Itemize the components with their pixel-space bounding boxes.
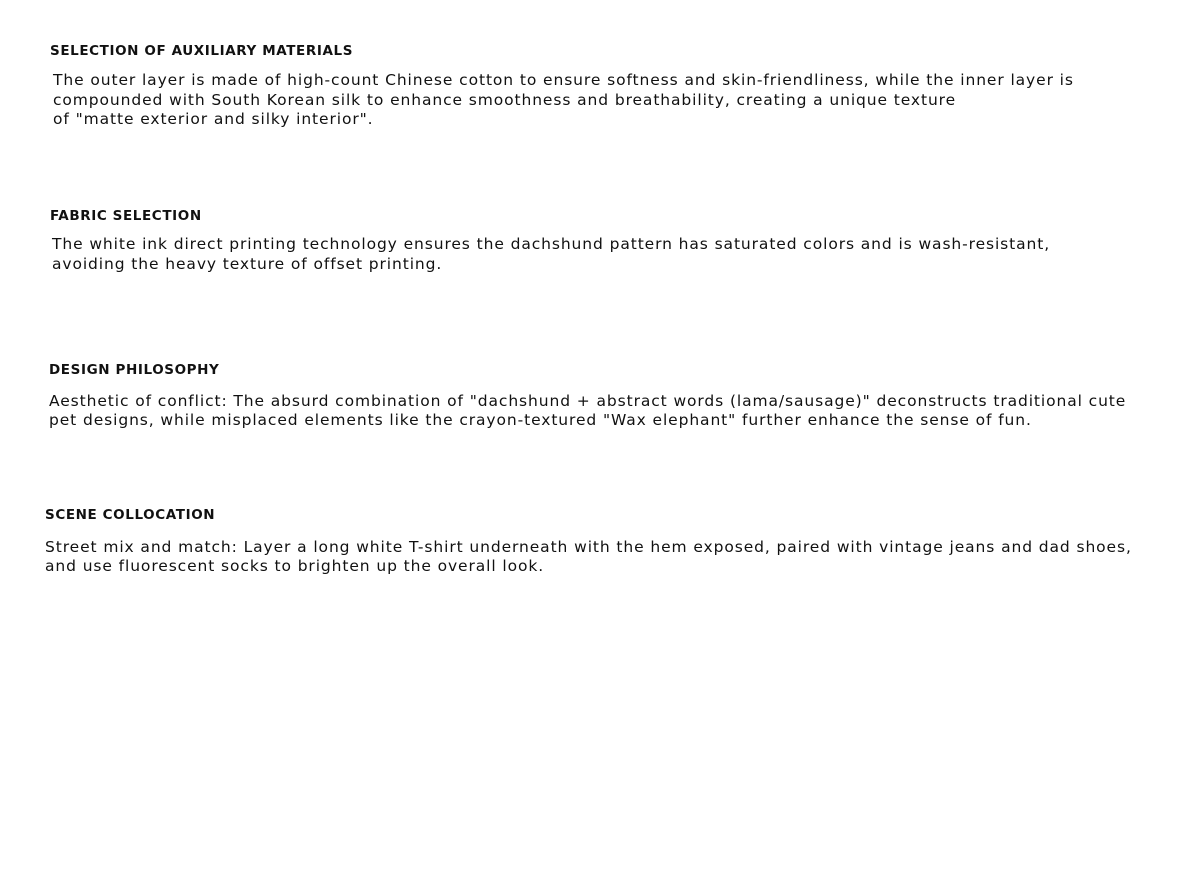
section-body-line: pet designs, while misplaced elements like the crayon-textured "Wax elephant" further enhance the sense of fun.: [49, 411, 1032, 429]
section-heading: DESIGN PHILOSOPHY: [49, 362, 220, 378]
section-body-line: of "matte exterior and silky interior".: [53, 110, 374, 128]
section-body-line: The outer layer is made of high-count Chinese cotton to ensure softness and skin-friendliness, while the inner layer is: [53, 71, 1074, 89]
section-body-line: and use fluorescent socks to brighten up the overall look.: [45, 557, 545, 575]
section-heading: FABRIC SELECTION: [50, 208, 202, 224]
section-heading: SELECTION OF AUXILIARY MATERIALS: [50, 43, 354, 59]
section-body-line: The white ink direct printing technology ensures the dachshund pattern has saturated colors and is wash-resistant,: [52, 235, 1051, 253]
section-body-line: Aesthetic of conflict: The absurd combination of "dachshund + abstract words (lama/sausage)" deconstructs traditional cute: [49, 392, 1127, 410]
section-body-line: Street mix and match: Layer a long white T-shirt underneath with the hem exposed, paired with vintage jeans and dad shoes,: [45, 538, 1132, 556]
section-body-line: compounded with South Korean silk to enhance smoothness and breathability, creating a unique texture: [53, 91, 957, 109]
section-body-line: avoiding the heavy texture of offset printing.: [52, 255, 443, 273]
section-heading: SCENE COLLOCATION: [45, 507, 216, 523]
